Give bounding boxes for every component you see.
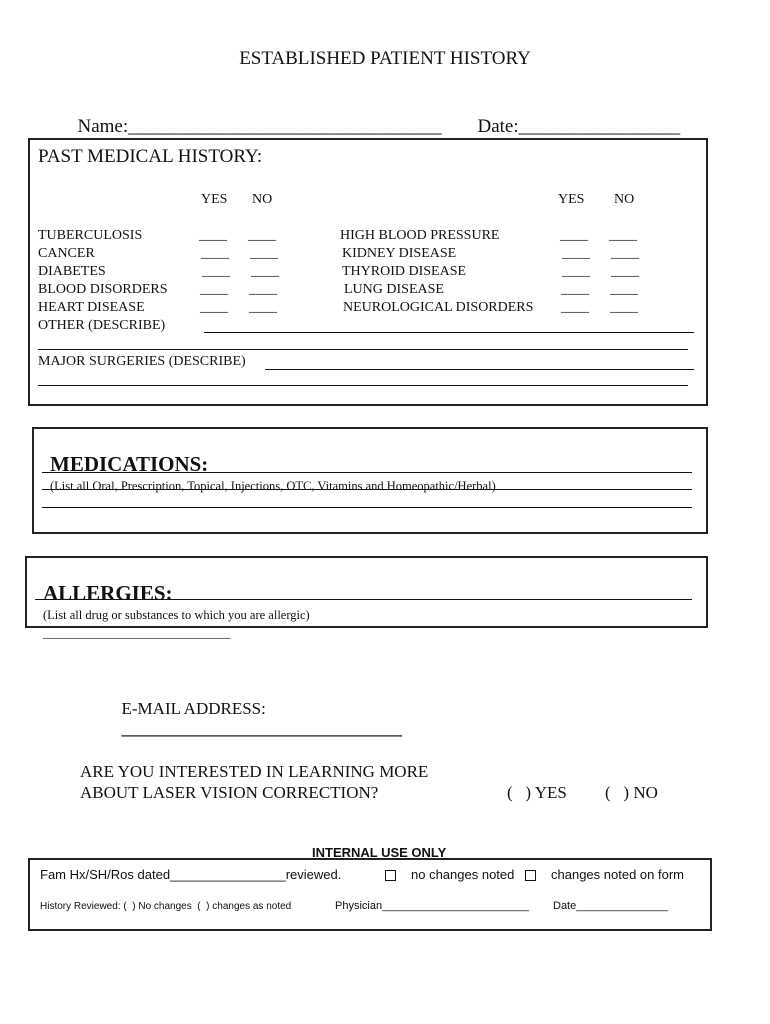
condition-yes-blank[interactable]: ____ — [200, 282, 228, 297]
condition-label: HEART DISEASE — [38, 300, 145, 315]
history-reviewed-row: History Reviewed: ( ) No changes ( ) changes as noted — [40, 901, 292, 912]
major-surgeries-label: MAJOR SURGERIES (DESCRIBE) — [38, 354, 246, 369]
changes-label: changes noted on form — [551, 867, 684, 882]
no-header-left: NO — [252, 192, 273, 207]
medications-line[interactable] — [42, 507, 692, 508]
medications-instruction: (List all Oral, Prescription, Topical, Injections, OTC, Vitamins and Homeopathic/Herbal) — [50, 479, 496, 493]
review-date-field[interactable]: Date_______________ — [553, 900, 669, 912]
medications-line[interactable] — [42, 472, 692, 473]
medications-heading-row — [42, 434, 496, 495]
date-field[interactable] — [468, 94, 680, 138]
condition-yes-blank[interactable]: ____ — [561, 282, 589, 297]
laser-question-line-2: ABOUT LASER VISION CORRECTION? — [80, 783, 379, 802]
condition-no-blank[interactable]: ____ — [250, 246, 278, 261]
condition-no-blank[interactable]: ____ — [610, 300, 638, 315]
condition-yes-blank[interactable]: ____ — [202, 264, 230, 279]
condition-no-blank[interactable]: ____ — [251, 264, 279, 279]
name-blank[interactable]: _________________________________ — [128, 116, 442, 137]
laser-yes-option[interactable]: ( ) YES — [507, 783, 567, 802]
condition-yes-blank[interactable]: ____ — [200, 300, 228, 315]
date-blank[interactable]: _________________ — [518, 116, 681, 137]
allergies-blank[interactable]: ______________________________ — [43, 626, 231, 640]
email-field[interactable] — [113, 679, 402, 739]
email-label: E-MAIL ADDRESS: — [121, 699, 266, 718]
condition-no-blank[interactable]: ____ — [609, 228, 637, 243]
condition-label: THYROID DISEASE — [342, 264, 467, 279]
condition-label: NEUROLOGICAL DISORDERS — [343, 300, 534, 315]
condition-label: TUBERCULOSIS — [38, 228, 143, 243]
condition-yes-blank[interactable]: ____ — [560, 228, 588, 243]
condition-no-blank[interactable]: ____ — [249, 300, 277, 315]
condition-yes-blank[interactable]: ____ — [562, 264, 590, 279]
major-surgeries-line-2[interactable] — [38, 385, 688, 386]
internal-use-heading: INTERNAL USE ONLY — [312, 845, 447, 860]
no-header-right: NO — [614, 192, 635, 207]
condition-no-blank[interactable]: ____ — [248, 228, 276, 243]
condition-label: LUNG DISEASE — [344, 282, 444, 297]
condition-no-blank[interactable]: ____ — [611, 246, 639, 261]
condition-yes-blank[interactable]: ____ — [561, 300, 589, 315]
condition-label: DIABETES — [38, 264, 106, 279]
condition-yes-blank[interactable]: ____ — [199, 228, 227, 243]
laser-no-option[interactable]: ( ) NO — [605, 783, 658, 802]
condition-label: BLOOD DISORDERS — [38, 282, 168, 297]
allergies-heading-row — [35, 563, 310, 642]
past-medical-heading: PAST MEDICAL HISTORY: — [38, 146, 263, 167]
other-describe-line[interactable] — [204, 332, 694, 333]
allergies-heading: ALLERGIES: — [43, 581, 173, 605]
condition-yes-blank[interactable]: ____ — [201, 246, 229, 261]
medications-line[interactable] — [42, 489, 692, 490]
date-label: Date: — [477, 116, 519, 137]
form-title: ESTABLISHED PATIENT HISTORY — [239, 48, 531, 69]
condition-label: KIDNEY DISEASE — [342, 246, 457, 261]
email-blank[interactable]: _________________________________ — [121, 719, 402, 738]
fam-hx-row: Fam Hx/SH/Ros dated________________reviewed. — [40, 867, 342, 882]
no-changes-label: no changes noted — [411, 867, 515, 882]
allergies-line[interactable] — [35, 599, 692, 600]
condition-label: CANCER — [38, 246, 95, 261]
no-changes-checkbox[interactable] — [385, 870, 396, 881]
other-describe-line-2[interactable] — [38, 349, 688, 350]
condition-no-blank[interactable]: ____ — [610, 282, 638, 297]
changes-checkbox[interactable] — [525, 870, 536, 881]
condition-label: HIGH BLOOD PRESSURE — [340, 228, 500, 243]
physician-field[interactable]: Physician________________________ — [335, 900, 529, 912]
major-surgeries-line[interactable] — [265, 369, 694, 370]
medications-heading: MEDICATIONS: — [50, 452, 209, 476]
name-field[interactable] — [68, 94, 442, 138]
laser-question-line-1: ARE YOU INTERESTED IN LEARNING MORE — [80, 762, 429, 781]
yes-header-right: YES — [558, 192, 585, 207]
other-describe-label: OTHER (DESCRIBE) — [38, 318, 166, 333]
condition-no-blank[interactable]: ____ — [611, 264, 639, 279]
yes-header-left: YES — [201, 192, 228, 207]
name-label: Name: — [77, 116, 129, 137]
condition-yes-blank[interactable]: ____ — [562, 246, 590, 261]
allergies-instruction: (List all drug or substances to which you are allergic) — [43, 608, 310, 622]
condition-no-blank[interactable]: ____ — [249, 282, 277, 297]
